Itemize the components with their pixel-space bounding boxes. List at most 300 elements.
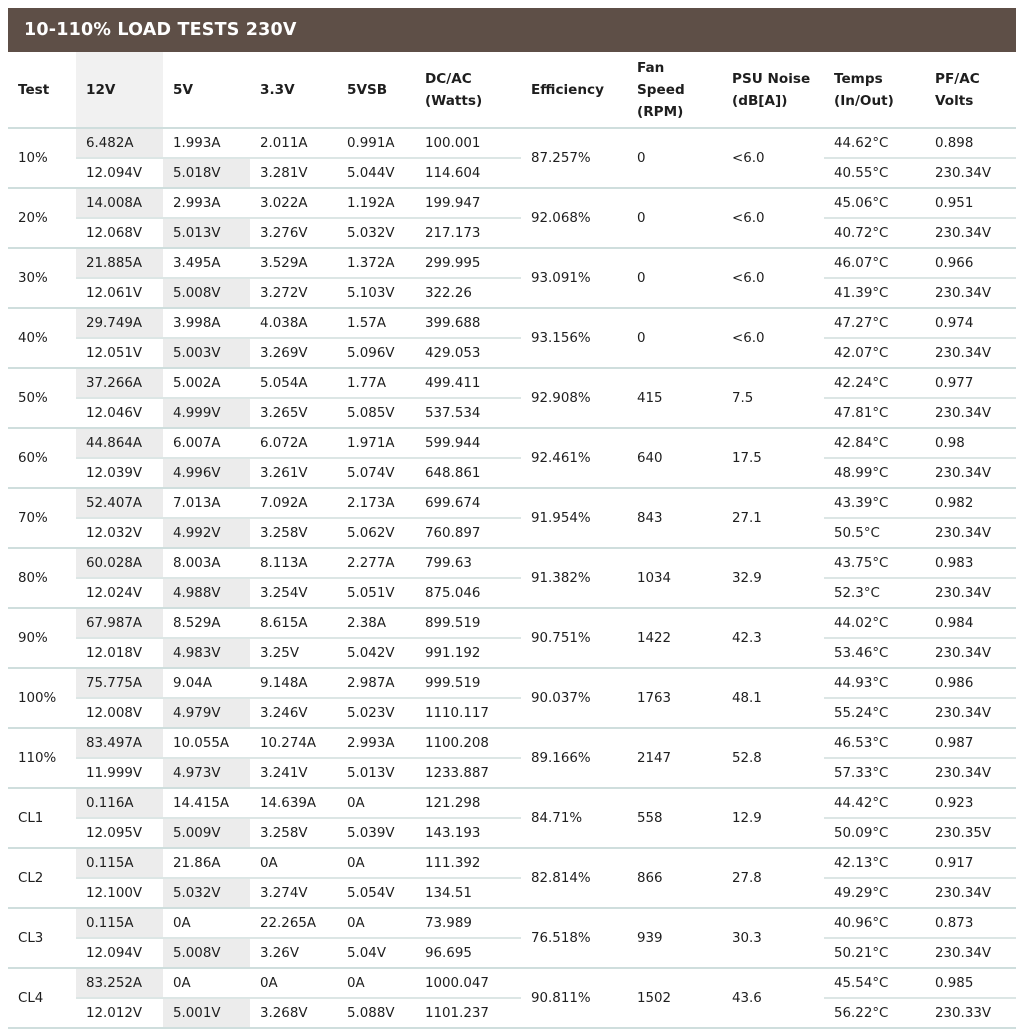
cell-5v-amps: 0A [163, 968, 250, 998]
cell-3-3v-amps: 3.022A [250, 188, 337, 218]
cell-5vsb-volts: 5.023V [337, 698, 415, 728]
cell-psu-noise: 7.5 [722, 368, 824, 428]
cell-temp-out: 40.72°C [824, 218, 925, 248]
cell-temp-in: 45.54°C [824, 968, 925, 998]
cell-temp-in: 45.06°C [824, 188, 925, 218]
cell-dc-watts: 599.944 [415, 428, 521, 458]
cell-psu-noise: <6.0 [722, 188, 824, 248]
table-row-volts [8, 158, 1016, 188]
cell-12v-amps: 37.266A [76, 368, 163, 398]
cell-dc-watts: 799.63 [415, 548, 521, 578]
cell-5v-amps: 21.86A [163, 848, 250, 878]
table-row-amps [8, 728, 1016, 758]
table-body [8, 128, 1016, 1028]
cell-5vsb-amps: 2.38A [337, 608, 415, 638]
cell-efficiency: 92.461% [521, 428, 627, 488]
cell-dc-watts: 73.989 [415, 908, 521, 938]
cell-ac-volts: 230.35V [925, 818, 1016, 848]
cell-3-3v-amps: 3.529A [250, 248, 337, 278]
cell-3-3v-volts: 3.272V [250, 278, 337, 308]
cell-5vsb-amps: 1.192A [337, 188, 415, 218]
cell-12v-volts: 12.012V [76, 998, 163, 1028]
load-tests-table [8, 52, 1016, 1029]
cell-12v-volts: 12.018V [76, 638, 163, 668]
cell-dc-watts: 1000.047 [415, 968, 521, 998]
cell-psu-noise: 17.5 [722, 428, 824, 488]
cell-5vsb-amps: 2.987A [337, 668, 415, 698]
cell-5vsb-volts: 5.054V [337, 878, 415, 908]
cell-5v-amps: 5.002A [163, 368, 250, 398]
test-label: 10% [8, 128, 76, 188]
header-temps [824, 52, 925, 128]
cell-5v-volts: 4.988V [163, 578, 250, 608]
table-row-volts [8, 218, 1016, 248]
cell-5v-volts: 4.973V [163, 758, 250, 788]
cell-5vsb-amps: 2.277A [337, 548, 415, 578]
test-label: 60% [8, 428, 76, 488]
cell-5v-amps: 8.003A [163, 548, 250, 578]
cell-5vsb-volts: 5.074V [337, 458, 415, 488]
table-row-volts [8, 518, 1016, 548]
cell-5vsb-amps: 1.77A [337, 368, 415, 398]
cell-5vsb-volts: 5.062V [337, 518, 415, 548]
cell-12v-volts: 12.094V [76, 158, 163, 188]
cell-5vsb-amps: 0.991A [337, 128, 415, 158]
table-row-amps [8, 848, 1016, 878]
test-label: CL2 [8, 848, 76, 908]
cell-5vsb-volts: 5.013V [337, 758, 415, 788]
cell-ac-volts: 230.34V [925, 218, 1016, 248]
cell-5vsb-volts: 5.044V [337, 158, 415, 188]
cell-5v-amps: 1.993A [163, 128, 250, 158]
cell-5vsb-amps: 2.993A [337, 728, 415, 758]
cell-temp-out: 53.46°C [824, 638, 925, 668]
cell-3-3v-volts: 3.261V [250, 458, 337, 488]
header-12v: 12V [76, 52, 163, 128]
cell-3-3v-amps: 6.072A [250, 428, 337, 458]
cell-5v-amps: 2.993A [163, 188, 250, 218]
cell-ac-watts: 1101.237 [415, 998, 521, 1028]
cell-ac-watts: 96.695 [415, 938, 521, 968]
cell-temp-in: 43.75°C [824, 548, 925, 578]
cell-temp-in: 42.84°C [824, 428, 925, 458]
cell-3-3v-volts: 3.246V [250, 698, 337, 728]
cell-5vsb-amps: 1.57A [337, 308, 415, 338]
table-row-volts [8, 818, 1016, 848]
table-row-amps [8, 248, 1016, 278]
cell-psu-noise: 30.3 [722, 908, 824, 968]
cell-pf: 0.987 [925, 728, 1016, 758]
header-noise-line1: PSU Noise [732, 70, 811, 87]
header-fan-line2: Speed [637, 81, 685, 98]
cell-12v-amps: 83.497A [76, 728, 163, 758]
table-row-amps [8, 488, 1016, 518]
cell-ac-watts: 648.861 [415, 458, 521, 488]
cell-12v-volts: 12.046V [76, 398, 163, 428]
cell-efficiency: 91.382% [521, 548, 627, 608]
table-row-volts [8, 938, 1016, 968]
cell-5vsb-volts: 5.04V [337, 938, 415, 968]
cell-5v-amps: 7.013A [163, 488, 250, 518]
table-row-volts [8, 878, 1016, 908]
cell-5v-amps: 8.529A [163, 608, 250, 638]
table-row-volts [8, 338, 1016, 368]
cell-fan-speed: 640 [627, 428, 722, 488]
cell-5vsb-volts: 5.096V [337, 338, 415, 368]
cell-12v-amps: 29.749A [76, 308, 163, 338]
cell-temp-in: 42.13°C [824, 848, 925, 878]
header-3-3v: 3.3V [250, 52, 337, 128]
table-row-volts [8, 398, 1016, 428]
cell-12v-volts: 12.039V [76, 458, 163, 488]
cell-pf: 0.986 [925, 668, 1016, 698]
cell-temp-out: 50.5°C [824, 518, 925, 548]
cell-12v-amps: 52.407A [76, 488, 163, 518]
cell-12v-amps: 44.864A [76, 428, 163, 458]
cell-3-3v-amps: 8.615A [250, 608, 337, 638]
header-row [8, 52, 1016, 128]
cell-12v-amps: 6.482A [76, 128, 163, 158]
cell-fan-speed: 2147 [627, 728, 722, 788]
cell-5v-amps: 3.495A [163, 248, 250, 278]
header-dcac-line1: DC/AC [425, 70, 472, 87]
cell-3-3v-amps: 9.148A [250, 668, 337, 698]
cell-5vsb-amps: 1.971A [337, 428, 415, 458]
cell-fan-speed: 0 [627, 188, 722, 248]
cell-efficiency: 76.518% [521, 908, 627, 968]
cell-12v-volts: 12.094V [76, 938, 163, 968]
cell-5v-volts: 5.008V [163, 938, 250, 968]
cell-ac-volts: 230.34V [925, 758, 1016, 788]
cell-temp-out: 42.07°C [824, 338, 925, 368]
cell-3-3v-amps: 0A [250, 968, 337, 998]
header-fan-speed [627, 52, 722, 128]
header-temps-line2: (In/Out) [834, 92, 894, 109]
table-row-amps [8, 128, 1016, 158]
cell-12v-volts: 12.068V [76, 218, 163, 248]
test-label: CL4 [8, 968, 76, 1028]
cell-fan-speed: 558 [627, 788, 722, 848]
cell-3-3v-amps: 5.054A [250, 368, 337, 398]
header-dcac-line2: (Watts) [425, 92, 483, 109]
cell-3-3v-volts: 3.241V [250, 758, 337, 788]
cell-5vsb-volts: 5.103V [337, 278, 415, 308]
table-row-volts [8, 998, 1016, 1028]
cell-5v-volts: 5.032V [163, 878, 250, 908]
cell-3-3v-volts: 3.274V [250, 878, 337, 908]
cell-pf: 0.984 [925, 608, 1016, 638]
cell-temp-in: 44.02°C [824, 608, 925, 638]
header-fan-line1: Fan [637, 59, 665, 76]
cell-12v-amps: 0.115A [76, 908, 163, 938]
cell-3-3v-amps: 22.265A [250, 908, 337, 938]
test-label: 110% [8, 728, 76, 788]
cell-ac-watts: 1110.117 [415, 698, 521, 728]
test-label: 20% [8, 188, 76, 248]
cell-5v-amps: 0A [163, 908, 250, 938]
cell-temp-out: 55.24°C [824, 698, 925, 728]
cell-pf: 0.977 [925, 368, 1016, 398]
table-row-amps [8, 188, 1016, 218]
cell-efficiency: 91.954% [521, 488, 627, 548]
table-row-volts [8, 458, 1016, 488]
header-5vsb: 5VSB [337, 52, 415, 128]
cell-ac-volts: 230.34V [925, 638, 1016, 668]
cell-ac-volts: 230.34V [925, 518, 1016, 548]
cell-fan-speed: 866 [627, 848, 722, 908]
header-5v: 5V [163, 52, 250, 128]
cell-ac-watts: 322.26 [415, 278, 521, 308]
cell-pf: 0.983 [925, 548, 1016, 578]
cell-5v-amps: 6.007A [163, 428, 250, 458]
table-row-amps [8, 428, 1016, 458]
table-row-amps [8, 368, 1016, 398]
cell-efficiency: 93.156% [521, 308, 627, 368]
cell-3-3v-volts: 3.258V [250, 518, 337, 548]
cell-temp-out: 47.81°C [824, 398, 925, 428]
cell-dc-watts: 699.674 [415, 488, 521, 518]
cell-3-3v-volts: 3.269V [250, 338, 337, 368]
header-temps-line1: Temps [834, 70, 883, 87]
cell-12v-volts: 12.100V [76, 878, 163, 908]
cell-3-3v-amps: 14.639A [250, 788, 337, 818]
cell-3-3v-amps: 4.038A [250, 308, 337, 338]
cell-dc-watts: 199.947 [415, 188, 521, 218]
cell-temp-out: 50.21°C [824, 938, 925, 968]
cell-5v-volts: 5.001V [163, 998, 250, 1028]
cell-ac-volts: 230.34V [925, 578, 1016, 608]
cell-3-3v-volts: 3.258V [250, 818, 337, 848]
cell-5v-volts: 5.013V [163, 218, 250, 248]
cell-12v-amps: 67.987A [76, 608, 163, 638]
cell-temp-out: 41.39°C [824, 278, 925, 308]
cell-3-3v-volts: 3.25V [250, 638, 337, 668]
cell-12v-amps: 14.008A [76, 188, 163, 218]
test-label: 40% [8, 308, 76, 368]
cell-5v-volts: 5.003V [163, 338, 250, 368]
cell-efficiency: 89.166% [521, 728, 627, 788]
cell-dc-watts: 899.519 [415, 608, 521, 638]
cell-psu-noise: 42.3 [722, 608, 824, 668]
cell-5v-volts: 5.008V [163, 278, 250, 308]
test-label: 70% [8, 488, 76, 548]
header-pf-volts [925, 52, 1016, 128]
cell-fan-speed: 415 [627, 368, 722, 428]
cell-12v-volts: 11.999V [76, 758, 163, 788]
cell-dc-watts: 299.995 [415, 248, 521, 278]
cell-psu-noise: 43.6 [722, 968, 824, 1028]
cell-temp-out: 48.99°C [824, 458, 925, 488]
cell-temp-out: 50.09°C [824, 818, 925, 848]
cell-ac-volts: 230.34V [925, 938, 1016, 968]
cell-12v-amps: 21.885A [76, 248, 163, 278]
cell-temp-in: 46.07°C [824, 248, 925, 278]
cell-ac-watts: 114.604 [415, 158, 521, 188]
cell-dc-watts: 399.688 [415, 308, 521, 338]
test-label: 50% [8, 368, 76, 428]
cell-ac-volts: 230.34V [925, 398, 1016, 428]
cell-ac-watts: 217.173 [415, 218, 521, 248]
cell-12v-volts: 12.024V [76, 578, 163, 608]
cell-psu-noise: 32.9 [722, 548, 824, 608]
cell-3-3v-volts: 3.281V [250, 158, 337, 188]
cell-12v-volts: 12.008V [76, 698, 163, 728]
cell-efficiency: 93.091% [521, 248, 627, 308]
cell-temp-in: 44.93°C [824, 668, 925, 698]
cell-3-3v-volts: 3.268V [250, 998, 337, 1028]
cell-ac-volts: 230.34V [925, 458, 1016, 488]
cell-psu-noise: 27.8 [722, 848, 824, 908]
cell-5v-volts: 4.999V [163, 398, 250, 428]
cell-dc-watts: 1100.208 [415, 728, 521, 758]
cell-5v-volts: 5.009V [163, 818, 250, 848]
cell-dc-watts: 121.298 [415, 788, 521, 818]
cell-ac-watts: 134.51 [415, 878, 521, 908]
cell-dc-watts: 111.392 [415, 848, 521, 878]
cell-temp-in: 44.42°C [824, 788, 925, 818]
cell-ac-volts: 230.34V [925, 878, 1016, 908]
table-row-volts [8, 638, 1016, 668]
cell-efficiency: 90.037% [521, 668, 627, 728]
cell-temp-in: 44.62°C [824, 128, 925, 158]
cell-psu-noise: <6.0 [722, 308, 824, 368]
cell-3-3v-volts: 3.276V [250, 218, 337, 248]
cell-temp-in: 43.39°C [824, 488, 925, 518]
cell-efficiency: 90.811% [521, 968, 627, 1028]
table-row-amps [8, 608, 1016, 638]
cell-efficiency: 82.814% [521, 848, 627, 908]
table-row-amps [8, 668, 1016, 698]
cell-temp-out: 40.55°C [824, 158, 925, 188]
test-label: 80% [8, 548, 76, 608]
cell-efficiency: 90.751% [521, 608, 627, 668]
cell-ac-watts: 1233.887 [415, 758, 521, 788]
header-dcac [415, 52, 521, 128]
test-label: 90% [8, 608, 76, 668]
cell-12v-volts: 12.095V [76, 818, 163, 848]
cell-5vsb-amps: 1.372A [337, 248, 415, 278]
cell-5vsb-amps: 0A [337, 908, 415, 938]
cell-5vsb-volts: 5.032V [337, 218, 415, 248]
table-row-volts [8, 698, 1016, 728]
cell-temp-out: 57.33°C [824, 758, 925, 788]
cell-3-3v-volts: 3.254V [250, 578, 337, 608]
cell-efficiency: 84.71% [521, 788, 627, 848]
load-tests-panel [8, 8, 1016, 1029]
header-noise-line2: (dB[A]) [732, 92, 788, 109]
cell-12v-volts: 12.032V [76, 518, 163, 548]
cell-psu-noise: 12.9 [722, 788, 824, 848]
header-test: Test [8, 52, 76, 128]
cell-fan-speed: 1034 [627, 548, 722, 608]
cell-pf: 0.982 [925, 488, 1016, 518]
cell-psu-noise: <6.0 [722, 248, 824, 308]
cell-temp-in: 47.27°C [824, 308, 925, 338]
cell-ac-watts: 991.192 [415, 638, 521, 668]
cell-ac-watts: 429.053 [415, 338, 521, 368]
cell-5v-volts: 4.983V [163, 638, 250, 668]
cell-temp-out: 52.3°C [824, 578, 925, 608]
cell-3-3v-amps: 10.274A [250, 728, 337, 758]
cell-temp-in: 46.53°C [824, 728, 925, 758]
cell-12v-volts: 12.051V [76, 338, 163, 368]
cell-5v-volts: 4.992V [163, 518, 250, 548]
cell-ac-watts: 875.046 [415, 578, 521, 608]
cell-dc-watts: 499.411 [415, 368, 521, 398]
cell-3-3v-amps: 7.092A [250, 488, 337, 518]
cell-pf: 0.873 [925, 908, 1016, 938]
cell-psu-noise: <6.0 [722, 128, 824, 188]
cell-5v-amps: 9.04A [163, 668, 250, 698]
cell-5vsb-volts: 5.085V [337, 398, 415, 428]
cell-pf: 0.917 [925, 848, 1016, 878]
cell-5vsb-volts: 5.042V [337, 638, 415, 668]
cell-temp-out: 49.29°C [824, 878, 925, 908]
cell-temp-in: 40.96°C [824, 908, 925, 938]
cell-temp-out: 56.22°C [824, 998, 925, 1028]
cell-5vsb-amps: 2.173A [337, 488, 415, 518]
cell-5v-volts: 5.018V [163, 158, 250, 188]
cell-12v-amps: 0.115A [76, 848, 163, 878]
cell-efficiency: 92.908% [521, 368, 627, 428]
cell-fan-speed: 939 [627, 908, 722, 968]
cell-efficiency: 87.257% [521, 128, 627, 188]
header-pf-line1: PF/AC [935, 70, 980, 87]
cell-3-3v-volts: 3.265V [250, 398, 337, 428]
cell-pf: 0.966 [925, 248, 1016, 278]
cell-pf: 0.898 [925, 128, 1016, 158]
table-row-volts [8, 278, 1016, 308]
test-label: CL1 [8, 788, 76, 848]
cell-12v-amps: 0.116A [76, 788, 163, 818]
cell-ac-volts: 230.34V [925, 698, 1016, 728]
cell-efficiency: 92.068% [521, 188, 627, 248]
table-row-amps [8, 968, 1016, 998]
table-row-volts [8, 758, 1016, 788]
cell-fan-speed: 1502 [627, 968, 722, 1028]
table-row-volts [8, 578, 1016, 608]
cell-12v-amps: 75.775A [76, 668, 163, 698]
cell-12v-amps: 60.028A [76, 548, 163, 578]
cell-pf: 0.974 [925, 308, 1016, 338]
cell-5v-volts: 4.979V [163, 698, 250, 728]
cell-5vsb-amps: 0A [337, 788, 415, 818]
cell-ac-volts: 230.34V [925, 278, 1016, 308]
cell-3-3v-amps: 0A [250, 848, 337, 878]
cell-pf: 0.985 [925, 968, 1016, 998]
header-pf-line2: Volts [935, 92, 974, 109]
cell-fan-speed: 1763 [627, 668, 722, 728]
cell-fan-speed: 0 [627, 248, 722, 308]
cell-5vsb-amps: 0A [337, 968, 415, 998]
cell-fan-speed: 0 [627, 128, 722, 188]
table-row-amps [8, 308, 1016, 338]
cell-5v-volts: 4.996V [163, 458, 250, 488]
cell-5vsb-amps: 0A [337, 848, 415, 878]
cell-12v-amps: 83.252A [76, 968, 163, 998]
cell-3-3v-amps: 2.011A [250, 128, 337, 158]
cell-5v-amps: 14.415A [163, 788, 250, 818]
cell-ac-watts: 537.534 [415, 398, 521, 428]
test-label: 30% [8, 248, 76, 308]
cell-dc-watts: 100.001 [415, 128, 521, 158]
test-label: CL3 [8, 908, 76, 968]
cell-pf: 0.923 [925, 788, 1016, 818]
cell-5vsb-volts: 5.088V [337, 998, 415, 1028]
cell-ac-watts: 143.193 [415, 818, 521, 848]
cell-12v-volts: 12.061V [76, 278, 163, 308]
cell-pf: 0.98 [925, 428, 1016, 458]
